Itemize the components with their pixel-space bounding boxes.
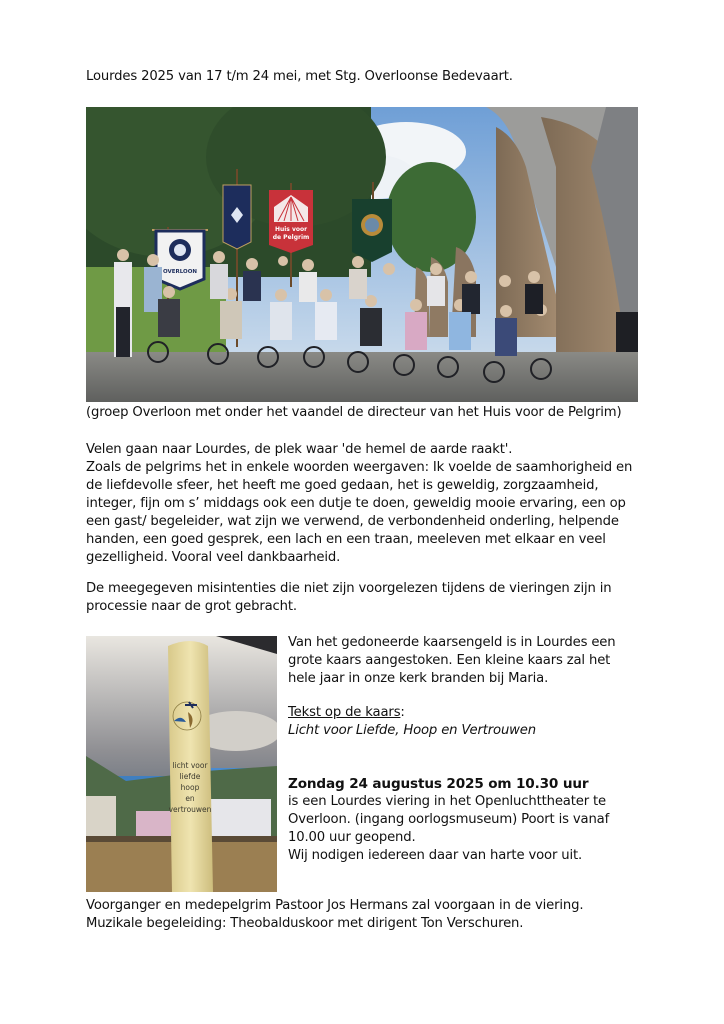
closing-line: Voorganger en medepelgrim Pastoor Jos Hermans zal voorgaan in de viering.	[86, 898, 584, 913]
event-line: Wij nodigen iedereen daar van harte voor uit.	[288, 848, 583, 863]
candle-text-line: licht voor	[172, 761, 208, 770]
candle-text-line: en	[185, 794, 195, 803]
candle-text-block	[288, 704, 536, 740]
candle-photo	[86, 636, 277, 892]
event-line: 10.00 uur geopend.	[288, 830, 416, 845]
intro-line: Zoals de pelgrims het in enkele woorden weergaven: Ik voelde de saamhorigheid en	[86, 460, 633, 475]
intentions-line: processie naar de grot gebracht.	[86, 599, 297, 614]
photo-caption: (groep Overloon met onder het vaandel de directeur van het Huis voor de Pelgrim)	[86, 405, 622, 420]
closing-line: Muzikale begeleiding: Theobalduskoor met dirigent Ton Verschuren.	[86, 916, 524, 931]
candle-text-line: hoop	[180, 783, 200, 792]
intro-line: Velen gaan naar Lourdes, de plek waar 'de hemel de aarde raakt'.	[86, 442, 513, 457]
event-line: is een Lourdes viering in het Openluchttheater te	[288, 794, 606, 809]
candle-paragraph	[288, 634, 615, 688]
event-line: Overloon. (ingang oorlogsmuseum) Poort is vanaf	[288, 812, 610, 827]
candle-text-line: liefde	[179, 772, 201, 781]
intro-line: gezelligheid. Vooral veel dankbaarheid.	[86, 550, 341, 565]
page-heading: Lourdes 2025 van 17 t/m 24 mei, met Stg. Overloonse Bedevaart.	[86, 69, 513, 84]
candle-line: hele jaar in onze kerk branden bij Maria.	[288, 671, 549, 686]
intentions-paragraph	[86, 580, 611, 616]
event-block	[288, 775, 609, 865]
candle-text-line: vertrouwen	[168, 805, 212, 814]
intro-line: de liefdevolle sfeer, het heeft me goed gedaan, het is geweldig, zorgzaamheid,	[86, 478, 599, 493]
intro-line: handen, een goed gesprek, een lach en een traan, meeleven met elkaar en veel	[86, 532, 606, 547]
candle-text-label: Tekst op de kaars	[288, 705, 401, 720]
candle-text-label-colon: :	[400, 705, 405, 720]
closing-paragraph	[86, 897, 583, 933]
candle-text-value: Licht voor Liefde, Hoop en Vertrouwen	[288, 723, 536, 738]
candle-line: grote kaars aangestoken. Een kleine kaars zal het	[288, 653, 611, 668]
intro-line: integer, fijn om s’ middags ook een dutje te doen, geweldig mooie ervaring, een op	[86, 496, 626, 511]
group-photo	[86, 107, 638, 402]
banner-text-line1: Huis voor	[274, 226, 308, 233]
candle-line: Van het gedoneerde kaarsengeld is in Lourdes een	[288, 635, 616, 650]
intentions-line: De meegegeven misintenties die niet zijn voorgelezen tijdens de vieringen zijn in	[86, 581, 612, 596]
intro-paragraph	[86, 441, 632, 567]
banner-overloon-text: OVERLOON	[162, 269, 198, 275]
banner-text-line2: de Pelgrim	[272, 234, 310, 241]
event-date-heading: Zondag 24 augustus 2025 om 10.30 uur	[288, 776, 589, 792]
intro-line: een gast/ begeleider, wat zijn we verwend, de verbondenheid onderling, helpende	[86, 514, 619, 529]
